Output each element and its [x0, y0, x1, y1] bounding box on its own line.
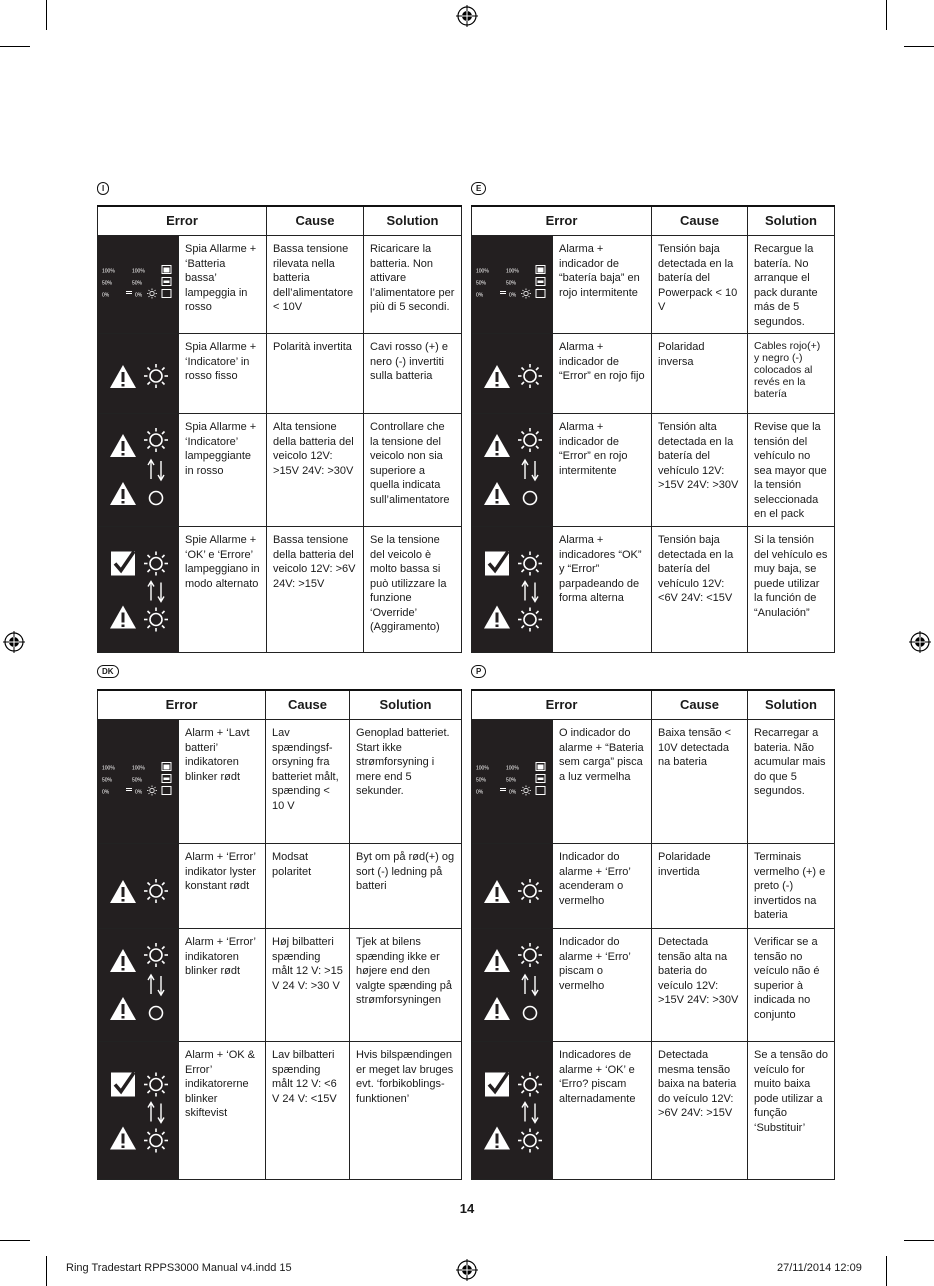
solution-cell: Tjek at bilens spænding ikke er højere end den valgte spænding på strømforsyningen	[350, 929, 462, 1042]
ok-error-alternate-icon	[472, 1042, 553, 1180]
error-header: Error	[98, 690, 266, 720]
table-row	[472, 929, 835, 1042]
warning-sun-icon	[98, 334, 179, 414]
cause-cell: Modsat polaritet	[266, 844, 350, 929]
error-header: Error	[472, 206, 652, 236]
cause-cell: Lav bilbatteri spænding målt 12 V: <6 V 24 V: <15V	[266, 1042, 350, 1180]
solution-header: Solution	[364, 206, 462, 236]
crop-mark	[886, 0, 887, 30]
registration-mark-icon	[456, 1259, 478, 1281]
error-cell: Alarma + indicador de “batería baja” en rojo intermitente	[553, 236, 652, 334]
cause-header: Cause	[266, 690, 350, 720]
cause-cell: Detectada mesma tensão baixa na bateria do veículo 12V: >6V 24V: >15V	[652, 1042, 748, 1180]
troubleshooting-table-spanish	[471, 205, 835, 653]
svg-text:100%: 100%	[476, 765, 489, 772]
solution-cell: Revise que la tensión del vehículo no sea mayor que la tensión seleccionada en el pack	[748, 414, 835, 527]
ok-error-alternate-icon	[98, 1042, 179, 1180]
low-battery-indicator-panel-icon	[472, 720, 553, 844]
error-header: Error	[472, 690, 652, 720]
svg-text:100%: 100%	[506, 268, 519, 275]
error-cell: Spia Allarme + ‘Indicatore’ lampeggiante in rosso	[179, 414, 267, 527]
svg-text:50%: 50%	[476, 777, 487, 784]
crop-mark	[0, 46, 30, 47]
table-row	[98, 720, 462, 844]
error-cell: Spie Allarme + ‘OK’ e ‘Errore’ lampeggiano in modo alternato	[179, 527, 267, 653]
table-row	[472, 527, 835, 653]
cause-header: Cause	[652, 206, 748, 236]
error-header: Error	[98, 206, 267, 236]
solution-cell: Recargue la batería. No arranque el pack durante más de 5 segundos.	[748, 236, 835, 334]
language-badge-danish: DK	[97, 665, 119, 678]
solution-cell: Recarregar a bateria. Não acumular mais do que 5 segundos.	[748, 720, 835, 844]
footer-date: 27/11/2014 12:09	[777, 1262, 862, 1274]
svg-text:50%: 50%	[102, 777, 113, 784]
footer-filename: Ring Tradestart RPPS3000 Manual v4.indd 15	[66, 1262, 292, 1274]
error-cell: Alarma + indicadores “OK” y “Error” parpadeando de forma alterna	[553, 527, 652, 653]
table-row	[472, 236, 835, 334]
table-row	[98, 844, 462, 929]
svg-text:0%: 0%	[509, 789, 517, 796]
table-row	[98, 929, 462, 1042]
table-row	[472, 414, 835, 527]
svg-text:100%: 100%	[132, 268, 145, 275]
table-row	[98, 414, 462, 527]
cause-cell: Høj bilbatteri spænding målt 12 V: >15 V 24 V: >30 V	[266, 929, 350, 1042]
cause-header: Cause	[267, 206, 364, 236]
warning-flashing-icon	[98, 929, 179, 1042]
svg-text:0%: 0%	[509, 292, 517, 299]
warning-sun-icon	[472, 844, 553, 929]
solution-cell: Terminais vermelho (+) e preto (-) invertidos na bateria	[748, 844, 835, 929]
solution-cell: Cavi rosso (+) e nero (-) invertiti sulla batteria	[364, 334, 462, 414]
svg-text:50%: 50%	[102, 280, 113, 287]
solution-cell: Ricaricare la batteria. Non attivare l’alimentatore per più di 5 secondi.	[364, 236, 462, 334]
table-row	[472, 844, 835, 929]
svg-text:50%: 50%	[506, 777, 517, 784]
error-cell: Spia Allarme + ‘Indicatore’ in rosso fisso	[179, 334, 267, 414]
table-header-row	[98, 690, 462, 720]
solution-cell: Genoplad batteriet. Start ikke strømforsyning i mere end 5 sekunder.	[350, 720, 462, 844]
cause-cell: Polaridad inversa	[652, 334, 748, 414]
warning-flashing-icon	[472, 929, 553, 1042]
error-cell: Spia Allarme + ‘Batteria bassa’ lampeggia in rosso	[179, 236, 267, 334]
svg-text:100%: 100%	[102, 268, 115, 275]
low-battery-indicator-panel-icon	[98, 720, 179, 844]
svg-text:100%: 100%	[132, 765, 145, 772]
table-header-row	[98, 206, 462, 236]
registration-mark-icon	[456, 5, 478, 27]
svg-text:0%: 0%	[476, 789, 484, 796]
language-badge-portuguese: P	[471, 665, 486, 678]
error-cell: Indicadores de alarme + ‘OK’ e ‘Erro? piscam alternadamente	[553, 1042, 652, 1180]
cause-cell: Tensión alta detectada en la batería del vehículo 12V: >15V 24V: >30V	[652, 414, 748, 527]
cause-cell: Tensión baja detectada en la batería del Powerpack < 10 V	[652, 236, 748, 334]
cause-cell: Lav spændingsf-orsyning fra batteriet målt, spænding < 10 V	[266, 720, 350, 844]
error-cell: Alarma + indicador de “Error” en rojo intermitente	[553, 414, 652, 527]
language-badge-spanish: E	[471, 182, 486, 195]
table-row	[98, 1042, 462, 1180]
solution-header: Solution	[748, 690, 835, 720]
crop-mark	[886, 1256, 887, 1286]
warning-sun-icon	[98, 844, 179, 929]
table-row	[472, 334, 835, 414]
cause-cell: Detectada tensão alta na bateria do veículo 12V: >15V 24V: >30V	[652, 929, 748, 1042]
table-row	[98, 236, 462, 334]
error-cell: Alarm + ‘Error’ indikatoren blinker rødt	[179, 929, 266, 1042]
svg-text:50%: 50%	[132, 280, 143, 287]
troubleshooting-table-italian	[97, 205, 462, 653]
svg-text:0%: 0%	[476, 292, 484, 299]
cause-cell: Bassa tensione rilevata nella batteria dell’alimentatore < 10V	[267, 236, 364, 334]
warning-flashing-icon	[472, 414, 553, 527]
error-cell: Indicador do alarme + ‘Erro’ acenderam o vermelho	[553, 844, 652, 929]
svg-text:50%: 50%	[476, 280, 487, 287]
ok-error-alternate-icon	[98, 527, 179, 653]
svg-text:100%: 100%	[476, 268, 489, 275]
ok-error-alternate-icon	[472, 527, 553, 653]
error-cell: Alarma + indicador de “Error” en rojo fijo	[553, 334, 652, 414]
svg-text:100%: 100%	[102, 765, 115, 772]
cause-cell: Alta tensione della batteria del veicolo 12V: >15V 24V: >30V	[267, 414, 364, 527]
crop-mark	[46, 0, 47, 30]
error-cell: Alarm + ‘Lavt batteri’ indikatoren blinker rødt	[179, 720, 266, 844]
solution-cell: Verificar se a tensão no veículo não é superior à indicada no conjunto	[748, 929, 835, 1042]
cause-cell: Tensión baja detectada en la batería del vehículo 12V: <6V 24V: <15V	[652, 527, 748, 653]
table-header-row	[472, 690, 835, 720]
crop-mark	[904, 46, 934, 47]
cause-cell: Baixa tensão < 10V detectada na bateria	[652, 720, 748, 844]
error-cell: Indicador do alarme + ‘Erro’ piscam o vermelho	[553, 929, 652, 1042]
svg-text:0%: 0%	[102, 789, 110, 796]
language-badge-italian: I	[97, 182, 109, 195]
troubleshooting-table-danish	[97, 689, 462, 1180]
solution-cell: Hvis bilspændingen er meget lav bruges evt. ‘forbikoblings-funktionen’	[350, 1042, 462, 1180]
table-row	[98, 334, 462, 414]
solution-header: Solution	[350, 690, 462, 720]
table-row	[98, 527, 462, 653]
warning-flashing-icon	[98, 414, 179, 527]
warning-sun-icon	[472, 334, 553, 414]
error-cell: Alarm + ‘Error’ indikator lyster konstant rødt	[179, 844, 266, 929]
solution-cell: Byt om på rød(+) og sort (-) ledning på batteri	[350, 844, 462, 929]
solution-cell: Si la tensión del vehículo es muy baja, se puede utilizar la función de “Anulación”	[748, 527, 835, 653]
svg-text:50%: 50%	[132, 777, 143, 784]
svg-text:100%: 100%	[506, 765, 519, 772]
cause-cell: Polaridade invertida	[652, 844, 748, 929]
low-battery-indicator-panel-icon	[98, 236, 179, 334]
low-battery-indicator-panel-icon	[472, 236, 553, 334]
solution-cell: Se la tensione del veicolo è molto bassa si può utilizzare la funzione ‘Override’ (Aggiramento)	[364, 527, 462, 653]
page-number: 14	[459, 1201, 475, 1216]
error-cell: Alarm + ‘OK & Error’ indikatorerne blinker skiftevist	[179, 1042, 266, 1180]
cause-cell: Polarità invertita	[267, 334, 364, 414]
troubleshooting-table-portuguese	[471, 689, 835, 1180]
table-header-row	[472, 206, 835, 236]
cause-header: Cause	[652, 690, 748, 720]
solution-cell: Se a tensão do veículo for muito baixa pode utilizar a função ‘Substituir’	[748, 1042, 835, 1180]
svg-text:0%: 0%	[135, 789, 143, 796]
registration-mark-icon	[3, 631, 25, 653]
svg-text:50%: 50%	[506, 280, 517, 287]
svg-text:0%: 0%	[102, 292, 110, 299]
solution-cell: Controllare che la tensione del veicolo non sia superiore a quella indicata sull’alimentatore	[364, 414, 462, 527]
crop-mark	[46, 1256, 47, 1286]
crop-mark	[904, 1240, 934, 1241]
registration-mark-icon	[909, 631, 931, 653]
table-row	[472, 1042, 835, 1180]
svg-text:0%: 0%	[135, 292, 143, 299]
table-row	[472, 720, 835, 844]
solution-cell: Cables rojo(+) y negro (-) colocados al revés en la batería	[748, 334, 835, 414]
error-cell: O indicador do alarme + “Bateria sem carga” pisca a luz vermelha	[553, 720, 652, 844]
cause-cell: Bassa tensione della batteria del veicolo 12V: >6V 24V: >15V	[267, 527, 364, 653]
solution-header: Solution	[748, 206, 835, 236]
crop-mark	[0, 1240, 30, 1241]
